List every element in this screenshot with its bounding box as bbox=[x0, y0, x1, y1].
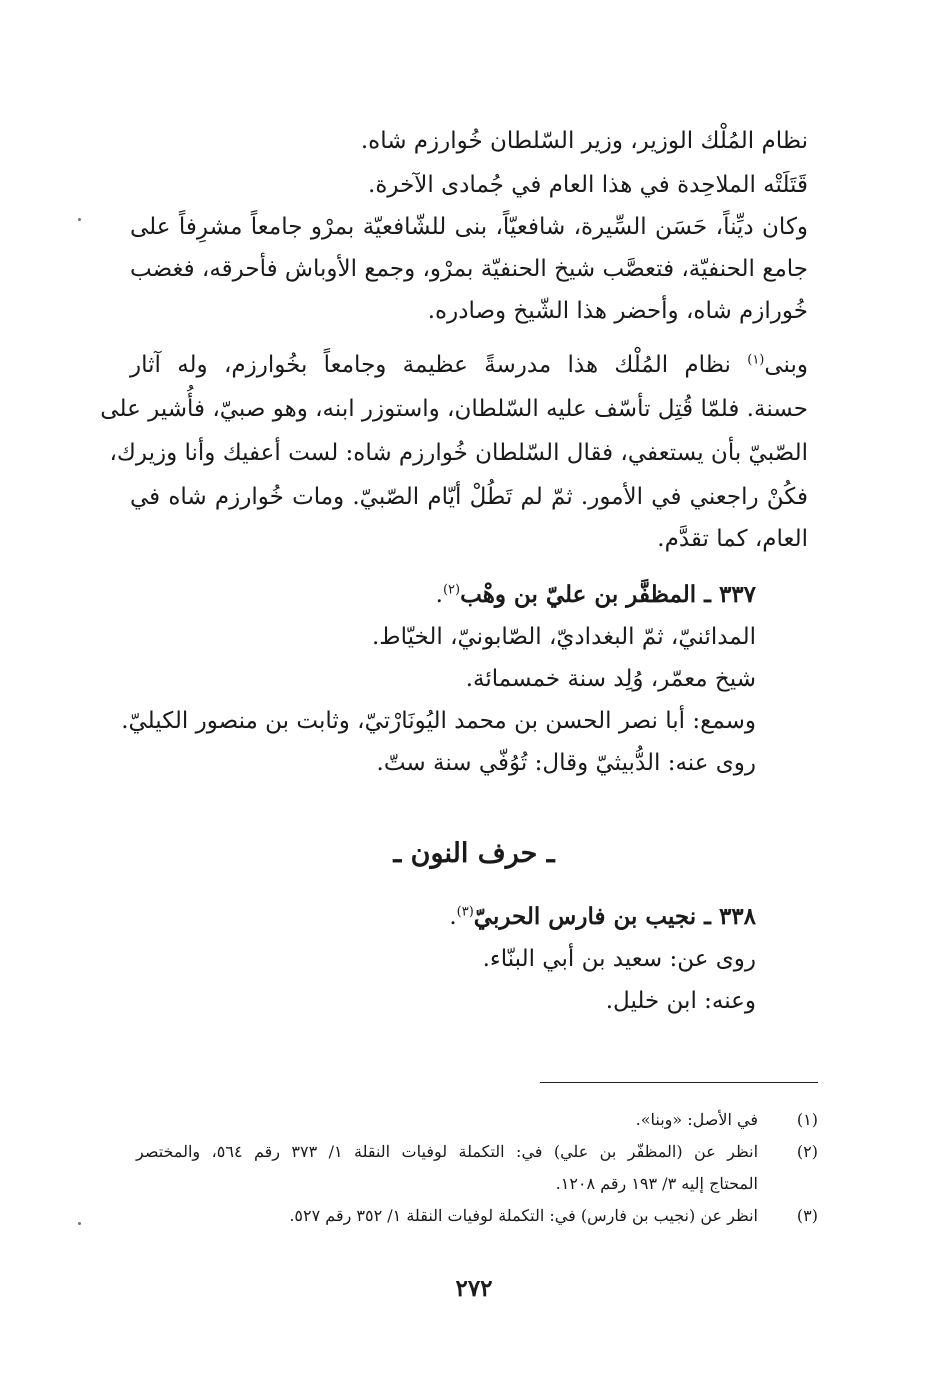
footnote-text: انظر عن (نجيب بن فارس) في: التكملة لوفيات النقلة ١/ ٣٥٢ رقم ٥٢٧. bbox=[289, 1206, 758, 1225]
footnote-ref: (٢) bbox=[442, 582, 461, 598]
text-line: شيخ معمّر، وُلِد سنة خمسمائة. bbox=[465, 666, 756, 692]
page-number: ٢٧٢ bbox=[455, 1275, 493, 1302]
entry-title-end: . bbox=[435, 582, 443, 608]
scan-speck bbox=[78, 218, 81, 221]
text-line: المدائنيّ، ثمّ البغداديّ، الصّابونيّ، الخيّاط. bbox=[371, 624, 756, 650]
footnote-number: (١) bbox=[796, 1110, 818, 1129]
text-line bbox=[130, 348, 808, 382]
text-line: وعنه: ابن خليل. bbox=[605, 988, 756, 1014]
footnote-number: (٣) bbox=[796, 1206, 818, 1225]
text-line: حسنة. فلمّا قُتِل تأسّف عليه السّلطان، واستوزر ابنه، وهو صبيّ، فأُشير على bbox=[100, 396, 808, 422]
footnote-number: (٢) bbox=[796, 1142, 818, 1161]
para-start-word: وبنى bbox=[764, 352, 808, 378]
entry-title bbox=[449, 900, 756, 934]
scan-speck bbox=[78, 1222, 81, 1225]
footnote-ref: (٣) bbox=[456, 904, 474, 920]
entry-title bbox=[436, 578, 756, 612]
text-line: نظام المُلْك الوزير، وزير السّلطان خُوارزم شاه. bbox=[360, 128, 808, 154]
entry-heading: ٣٣٧ ـ المظفَّر بن عليّ بن وهْب bbox=[460, 581, 756, 608]
text-line: روى عنه: الدُّبيثيّ وقال: تُوُفّي سنة ستّ. bbox=[376, 750, 756, 776]
entry-title-end: . bbox=[449, 904, 457, 930]
footnote-text: انظر عن (المظفّر بن علي) في: التكملة لوفيات النقلة ١/ ٣٧٣ رقم ٥٦٤، والمختصر bbox=[136, 1142, 759, 1161]
text-line: العام، كما تقدَّم. bbox=[657, 526, 808, 552]
footnote-text: المحتاج إليه ٣/ ١٩٣ رقم ١٢٠٨. bbox=[555, 1174, 758, 1193]
text-line: جامع الحنفيّة، فتعصَّب شيخ الحنفيّة بمرْو، وجمع الأوباش فأحرقه، فغضب bbox=[130, 256, 808, 282]
text-line: وكان ديِّناً، حَسَن السِّيرة، شافعيّاً، بنى للشّافعيّة بمرْو جامعاً مشرِفاً على bbox=[130, 214, 808, 240]
text-line: فكُنْ راجعني في الأمور. ثمّ لم تَطُلْ أيّام الصّبيّ. ومات خُوارزم شاه في bbox=[130, 484, 808, 510]
footnote-divider bbox=[540, 1082, 818, 1083]
entry-heading: ٣٣٨ ـ نجيب بن فارس الحربيّ bbox=[473, 903, 756, 930]
section-heading: ـ حرف النون ـ bbox=[393, 838, 555, 869]
para-text: نظام المُلْك هذا مدرسةً عظيمة وجامعاً بخُوارزم، وله آثار bbox=[130, 352, 731, 378]
footnote-ref: (١) bbox=[747, 352, 765, 368]
footnote-text: في الأصل: «وبنا». bbox=[635, 1110, 758, 1129]
text-line: قَتَلَتْه الملاحِدة في هذا العام في جُمادى الآخرة. bbox=[368, 172, 808, 198]
text-line: الصّبيّ بأن يستعفي، فقال السّلطان خُوارزم شاه: لست أعفيك وأنا وزيرك، bbox=[109, 440, 808, 466]
text-line: وسمع: أبا نصر الحسن بن محمد اليُونَارْتيّ، وثابت بن منصور الكيليّ. bbox=[121, 708, 756, 734]
text-line: خُورازم شاه، وأحضر هذا الشّيخ وصادره. bbox=[427, 298, 808, 324]
text-line: روى عن: سعيد بن أبي البنّاء. bbox=[482, 946, 756, 972]
